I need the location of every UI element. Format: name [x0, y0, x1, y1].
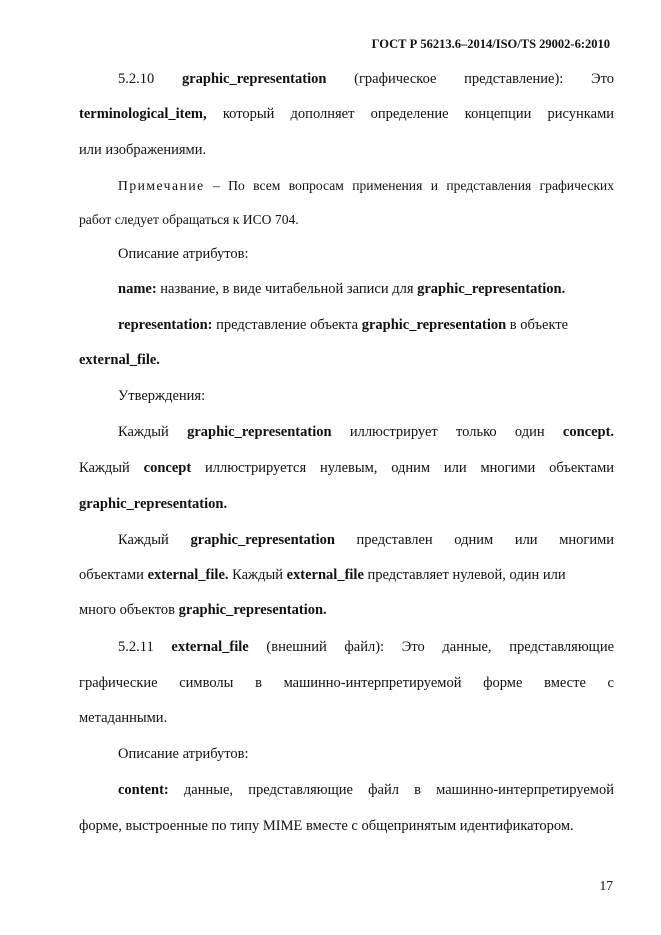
- note-text: – По всем вопросам применения и представления графических: [204, 178, 614, 193]
- assertion-1-line-3: [79, 495, 614, 513]
- clause-5-2-10-line-3: или изображениями.: [79, 142, 207, 158]
- term: graphic_representation: [187, 424, 332, 440]
- attribute-text: данные, представляющие файл в машинно-интерпретируемой: [168, 782, 614, 798]
- attribute-representation: [118, 316, 614, 334]
- clause-number: 5.2.10: [118, 71, 155, 87]
- clause-5-2-11-line-1: [118, 638, 614, 656]
- term: graphic_representation.: [79, 496, 228, 512]
- term: graphic_representation.: [178, 602, 327, 618]
- attribute-name: [118, 280, 614, 298]
- attribute-text: название, в виде читабельной записи для: [156, 281, 418, 297]
- clause-number: 5.2.11: [118, 639, 154, 655]
- attribute-content: [118, 781, 614, 799]
- assertion-text: иллюстрируется нулевым, одним или многими объектами: [204, 460, 615, 476]
- assertion-word: Каждый: [79, 460, 130, 476]
- assertion-1-line-2: [79, 459, 614, 477]
- definition-word: Это: [591, 71, 614, 87]
- attributes-heading: Описание атрибутов:: [118, 246, 249, 262]
- definition-word: представление):: [464, 71, 564, 87]
- definition-word: (графическое: [354, 71, 437, 87]
- assertion-word: Каждый: [118, 532, 169, 548]
- term: concept.: [562, 424, 615, 440]
- assertion-text: Каждый: [228, 567, 287, 583]
- term: external_file.: [79, 352, 160, 368]
- term: external_file.: [147, 567, 229, 583]
- assertion-2-line-1: [118, 531, 614, 549]
- clause-5-2-10-line-1: [118, 70, 614, 88]
- assertion-word: иллюстрирует: [349, 424, 438, 440]
- page-number: 17: [599, 878, 613, 893]
- assertion-2-line-3: [79, 601, 614, 619]
- assertions-heading: Утверждения:: [118, 388, 206, 404]
- term-graphic-representation: graphic_representation: [181, 71, 327, 87]
- term-external-file: external_file: [171, 639, 249, 655]
- term-terminological-item: terminological_item,: [79, 106, 207, 122]
- assertion-text: представляет нулевой, один или: [363, 567, 566, 583]
- attributes-heading-2: Описание атрибутов:: [118, 746, 249, 762]
- assertion-word: один: [514, 424, 545, 440]
- note-label: Примечание: [118, 178, 205, 193]
- clause-5-2-10-line-2: [79, 105, 614, 123]
- attribute-label: representation:: [118, 317, 213, 333]
- assertion-word: только: [456, 424, 497, 440]
- clause-5-2-11-line-2: графические символы в машинно-интерпретируемой форме вместе с: [79, 675, 614, 691]
- assertion-word: или: [514, 532, 538, 548]
- term: graphic_representation.: [417, 281, 566, 297]
- attribute-content-line-2: форме, выстроенные по типу MIME вместе с общепринятым идентификатором.: [79, 818, 574, 834]
- note-line-1: [118, 177, 614, 195]
- attribute-text: в объекте: [506, 317, 569, 333]
- attribute-label: content:: [118, 782, 169, 798]
- term: graphic_representation: [361, 317, 507, 333]
- assertion-2-line-2: [79, 566, 614, 584]
- assertion-word: многими: [559, 532, 615, 548]
- assertion-1-line-1: [118, 423, 614, 441]
- assertion-word: одним: [454, 532, 494, 548]
- attribute-text: представление объекта: [212, 317, 362, 333]
- attribute-representation-line-2: [79, 351, 614, 369]
- assertion-word: представлен: [356, 532, 433, 548]
- clause-5-2-11-line-3: метаданными.: [79, 710, 168, 726]
- term: external_file: [286, 567, 364, 583]
- attribute-label: name:: [118, 281, 157, 297]
- definition-text: (внешний файл): Это данные, представляющие: [266, 639, 615, 655]
- assertion-text: много объектов: [79, 602, 179, 618]
- assertion-text: объектами: [79, 567, 148, 583]
- assertion-word: Каждый: [118, 424, 169, 440]
- definition-text: который дополняет определение концепции рисунками: [222, 106, 614, 122]
- term: concept: [143, 460, 192, 476]
- document-header: ГОСТ Р 56213.6–2014/ISO/TS 29002-6:2010: [371, 37, 610, 51]
- note-line-2: работ следует обращаться к ИСО 704.: [79, 212, 299, 227]
- term: graphic_representation: [190, 532, 335, 548]
